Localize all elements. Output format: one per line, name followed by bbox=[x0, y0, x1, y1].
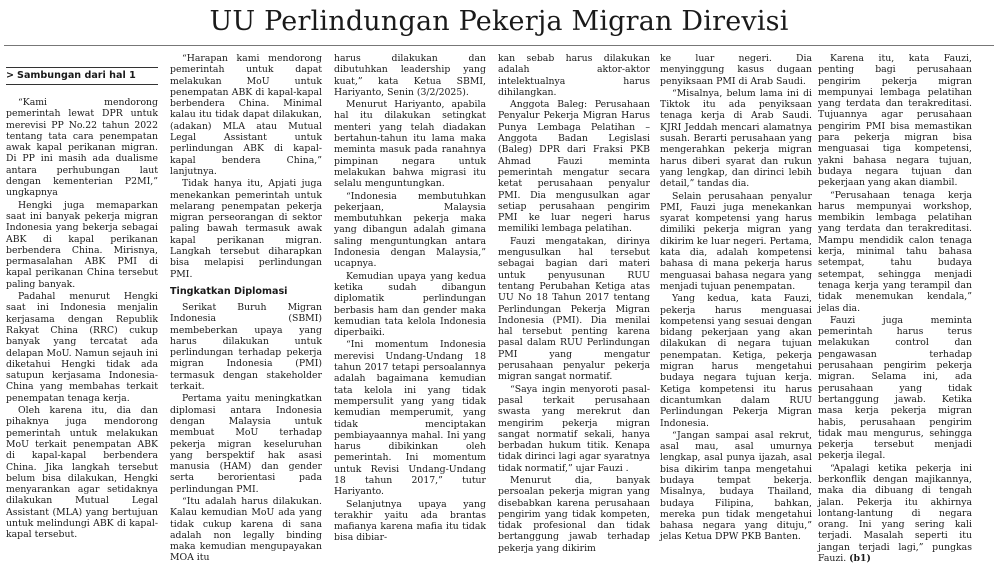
paragraph: Selain perusahaan penyalur PMI, Fauzi juga menekankan syarat kompetensi yang harus dimiliki pekerja migran yang dikirim ke luar negeri. Pertama, kata dia, adalah kompetensi bahasa di mana pekerja harus menguasai bahasa negara yang menjadi tujuan penempatan. bbox=[660, 190, 812, 292]
paragraph-text: “Apalagi ketika pekerja ini berkonflik dengan majikannya, maka dia dibuang di tengah jalan. Pekerja itu akhirnya lontang-lantung di negara orang. Ini yang sering kali terjadi. Masalah seperti itu jangan terjadi lagi,” pungkas Fauzi. bbox=[818, 462, 972, 564]
paragraph: Anggota Baleg: Perusahaan Penyalur Pekerja Migran Harus Punya Lembaga Pelatihan – Anggota Badan Legislasi (Baleg) DPR dari Fraksi PKB Ahmad Fauzi meminta pemerintah mengatur secara ketat perusahaan penyalur PMI. Dia mengusulkan agar setiap perusahaan pengirim PMI ke luar negeri harus memiliki lembaga pelatihan. bbox=[498, 99, 650, 235]
article-column-3 bbox=[334, 53, 486, 544]
paragraph: Tidak hanya itu, Apjati juga menekankan pemerintah untuk melarang penempatan pekerja migran perseorangan di sektor paling bawah termasuk awak kapal perikanan migran. Langkah tersebut diharapkan bisa melapisi perlindungan PMI. bbox=[170, 178, 322, 280]
paragraph: kan sebab harus dilakukan adalah aktor-aktor intelektualnya harus dihilangkan. bbox=[498, 53, 650, 98]
paragraph: Serikat Buruh Migran Indonesia (SBMI) membeberkan upaya yang harus dilakukan untuk perlindungan terhadap pekerja migran Indonesia (PMI) termasuk dengan stakeholder terkait. bbox=[170, 301, 322, 393]
paragraph: Padahal menurut Hengki saat ini Indonesia menjalin kerjasama dengan Republik Rakyat China (RRC) cukup banyak yang tercatat ada delapan MoU. Namun sejauh ini diketahui Hengki tidak ada satupun kerjasama Indonesia-China yang membahas terkait penempatan tenaga kerja. bbox=[6, 291, 158, 404]
paragraph: Oleh karena itu, dia dan pihaknya juga mendorong pemerintah untuk melakukan MoU terkait penempatan ABK di kapal-kapal berbendera China. Jika langkah tersebut belum bisa dilakukan, Hengki menyarankan agar setidaknya dilakukan Mutual Legal Assistant (MLA) yang bertujuan untuk melindungi ABK di kapal-kapal tersebut. bbox=[6, 405, 158, 541]
paragraph: “Perusahaan tenaga kerja harus mempunyai workshop, membikin lembaga pelatihan yang terdata dan terakreditasi. Mampu mendidik calon tenaga kerja, minimal tahu bahasa setempat, tahu budaya setempat, sehingga menjadi tenaga kerja yang terampil dan tidak menemukan kendala,” jelas dia. bbox=[818, 189, 972, 314]
article-column-2 bbox=[170, 53, 322, 564]
author-signoff: (b1) bbox=[849, 553, 871, 564]
paragraph: “Jangan sampai asal rekrut, asal mau, asal umurnya lengkap, asal punya ijazah, asal bisa dikirim tanpa mengetahui budaya tempat bekerja. Misalnya, budaya Thailand, budaya Filipina, bahkan, mereka pun tidak mengetahui bahasa negara yang dituju,” jelas Ketua DPW PKB Banten. bbox=[660, 429, 812, 543]
paragraph: Menurut Hariyanto, apabila hal itu dilakukan setingkat menteri yang telah diadakan bertahun-tahun itu lama maka meminta masuk pada ranahnya pimpinan negara untuk melakukan bahwa migrasi itu selalu menguntungkan. bbox=[334, 99, 486, 190]
paragraph: ke luar negeri. Dia menyinggung kasus dugaan penyiksaan PMI di Arab Saudi. bbox=[660, 53, 812, 87]
chevron-right-icon: > bbox=[6, 70, 15, 81]
paragraph: Hengki juga memaparkan saat ini banyak pekerja migran Indonesia yang bekerja sebagai ABK di kapal perikanan berbendera China. Mirisnya, permasalahan ABK PMI di kapal perikanan China tersebut paling banyak. bbox=[6, 199, 158, 290]
paragraph: “Itu adalah harus dilakukan. Kalau kemudian MoU ada yang tidak cukup karena di sana adalah non legally binding maka kemudian mengupayakan MOA itu bbox=[170, 495, 322, 564]
headline-rule bbox=[4, 45, 994, 46]
paragraph: Selanjutnya upaya yang terakhir yaitu ada brantas mafianya karena mafia itu tidak bisa dibiar- bbox=[334, 498, 486, 544]
headline: UU Perlindungan Pekerja Migran Direvisi bbox=[209, 6, 789, 37]
continuation-label: Sambungan dari hal 1 bbox=[17, 70, 136, 81]
paragraph: “Harapan kami mendorong pemerintah untuk dapat melakukan MoU untuk penempatan ABK di kapal-kapal berbendera China. Minimal kalau itu tidak dapat dilakukan, (adakan) MLA atau Mutual Legal Assistant untuk perlindungan ABK di kapal-kapal bendera China,” lanjutnya. bbox=[170, 53, 322, 177]
paragraph: Pertama yaitu meningkatkan diplomasi antara Indonesia dengan Malaysia untuk membuat MoU terhadap pekerja migran keseluruhan yang berspektif hak asasi manusia (HAM) dan gender serta berorientasi pada perlindungan PMI. bbox=[170, 393, 322, 495]
article-column-6 bbox=[818, 53, 972, 564]
paragraph: Kemudian upaya yang kedua ketika sudah dibangun diplomatik perlindungan berbasis ham dan gender maka kemudian tata kelola Indonesia diperbaiki. bbox=[334, 270, 486, 339]
article-column-4 bbox=[498, 53, 650, 554]
paragraph: “Saya ingin menyoroti pasal-pasal terkait perusahaan swasta yang merekrut dan mengirim pekerja migran sangat normatif sekali, hanya berbadan hukum titik. Kenapa tidak dirinci lagi agar syaratnya tidak normatif,” ujar Fauzi . bbox=[498, 383, 650, 474]
paragraph: “Ini momentum Indonesia merevisi Undang-Undang 18 tahun 2017 tetapi persoalannya adalah bagaimana kemudian tata kelola ini yang tidak mempersulit yang yang tidak kemudian memperumit, yang tidak menciptakan pembiayaannya mahal. Ini yang harus dibikinkan oleh pemerintah. Ini momentum untuk Revisi Undang-Undang 18 tahun 2017,” tutur Hariyanto. bbox=[334, 339, 486, 498]
continuation-bar bbox=[6, 67, 158, 85]
paragraph: Menurut dia, banyak persoalan pekerja migran yang disebabkan karena perusahaan pengirim yang tidak kompeten, tidak profesional dan tidak bertanggung jawab terhadap pekerja yang dikirim bbox=[498, 474, 650, 554]
paragraph: “Kami mendorong pemerintah lewat DPR untuk merevisi PP No.22 tahun 2022 tentang tata cara penempatan awak kapal perikanan migran. Di PP ini masih ada dualisme antara perhubungan laut dengan kementerian P2MI,” ungkapnya bbox=[6, 97, 158, 199]
paragraph: Fauzi juga meminta pemerintah harus terus melakukan control dan pengawasan terhadap perusahaan pengirim pekerja migran. Selama ini, ada perusahaan yang tidak bertanggung jawab. Ketika masa kerja pekerja migran habis, perusahaan pengirim tidak mau mengurus, sehingga pekerja tersebut menjadi pekerja ilegal. bbox=[818, 314, 972, 462]
paragraph: Karena itu, kata Fauzi, penting bagi perusahaan pengirim pekerja migran mempunyai lembaga pelatihan yang terdata dan terakreditasi. Tujuannya agar perusahaan pengirim PMI bisa memastikan para pekerja migran bisa menguasai tiga kompetensi, yakni bahasa negara tujuan, budaya negara tujuan dan pekerjaan yang akan diambil. bbox=[818, 53, 972, 189]
paragraph: “Indonesia membutuhkan pekerjaan, Malaysia membutuhkan pekerja maka yang dibangun adalah gimana saling menguntungkan antara Indonesia dengan Malaysia,” ucapnya. bbox=[334, 190, 486, 270]
paragraph bbox=[818, 463, 972, 564]
article-column-5 bbox=[660, 53, 812, 543]
article-column-1 bbox=[6, 53, 158, 541]
paragraph: Yang kedua, kata Fauzi, pekerja harus menguasai kompetensi yang sesuai dengan bidang pekerjaan yang akan dilakukan di negara tujuan penempatan. Ketiga, pekerja migran harus mengetahui budaya negara tujuan kerja. Ketiga kompetensi itu harus dicantumkan dalam RUU Perlindungan Pekerja Migran Indonesia. bbox=[660, 293, 812, 429]
subheading: Tingkatkan Diplomasi bbox=[170, 285, 288, 297]
paragraph: harus dilakukan dan dibutuhkan leadership yang kuat,” kata Ketua SBMI, Hariyanto, Senin (3/2/2025). bbox=[334, 53, 486, 98]
paragraph: “Misalnya, belum lama ini di Tiktok itu ada penyiksaan tenaga kerja di Arab Saudi. KJRI Jeddah mencari alamatnya susah. Berarti perusahaan yang mengerahkan pekerja migran harus diberi syarat dan rukun yang lengkap, dan dirinci lebih detail,” tandas dia. bbox=[660, 87, 812, 190]
paragraph: Fauzi mengatakan, dirinya mengusulkan hal tersebut sebagai bagian dari materi untuk penyusunan RUU tentang Perubahan Ketiga atas UU No 18 Tahun 2017 tentang Perlindungan Pekerja Migran Indonesia (PMI). Dia menilai hal tersebut penting karena pasal dalam RUU Perlindungan PMI yang mengatur perusahaan penyalur pekerja migran sangat normatif. bbox=[498, 235, 650, 383]
